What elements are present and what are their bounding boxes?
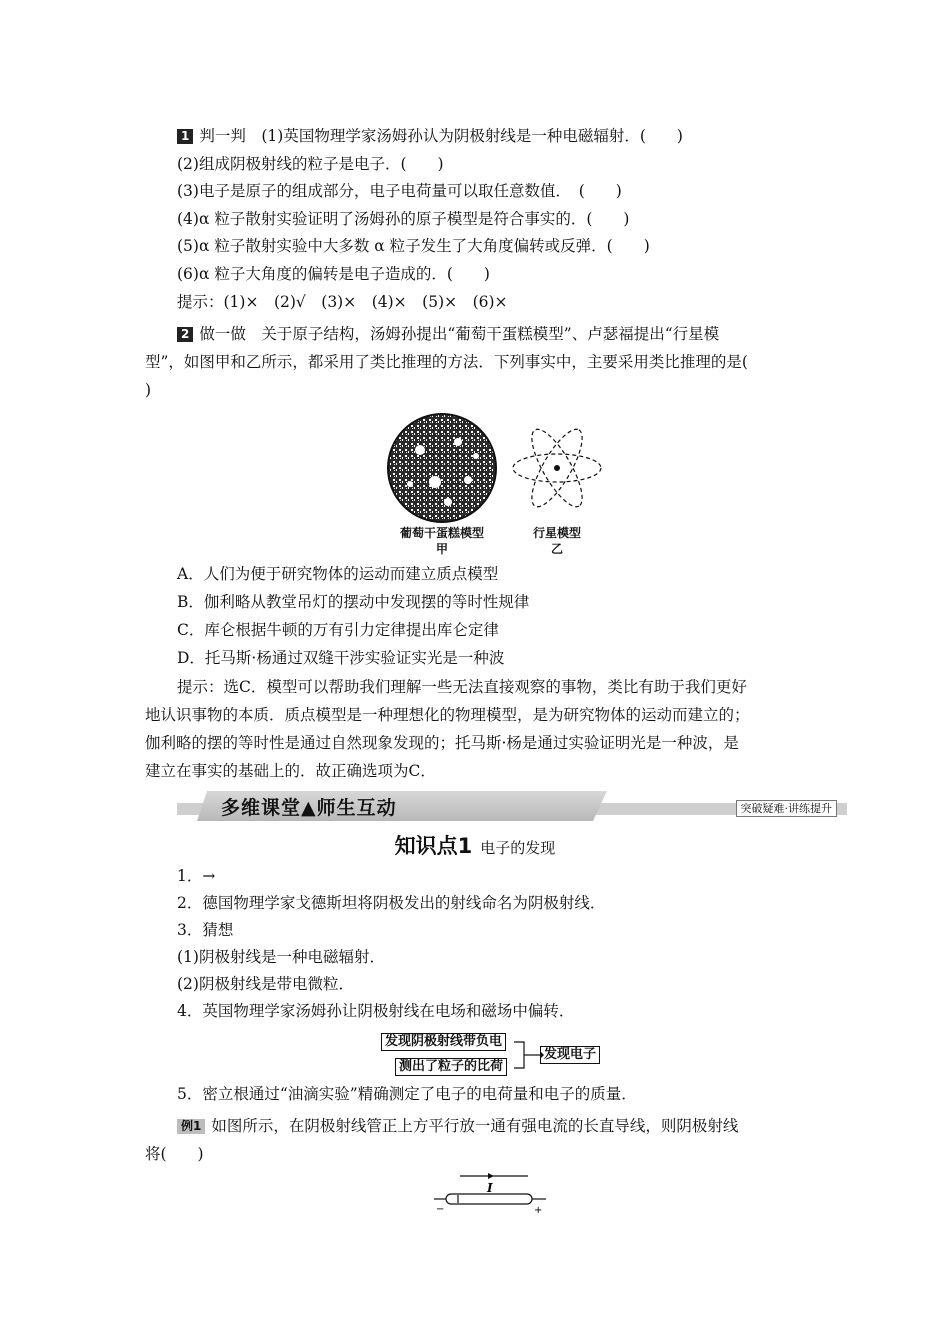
example-badge: 例1 — [177, 1119, 205, 1134]
kp-item-4: 4．英国物理学家汤姆孙让阴极射线在电场和磁场中偏转． — [177, 1002, 575, 1020]
atom-models-figure — [380, 412, 610, 524]
flow-box-electron: 发现电子 — [540, 1046, 600, 1064]
kp-item-2: 2．德国物理学家戈德斯坦将阴极发出的射线命名为阴极射线． — [177, 894, 606, 912]
fig-right-label: 行星模型 — [532, 526, 581, 540]
q2-line-1: 2 做一做 关于原子结构，汤姆孙提出“葡萄干蛋糕模型”、卢瑟福提出“行星模 — [177, 324, 719, 344]
kp-item-3-2: (2)阴极射线是带电微粒． — [177, 975, 354, 993]
q1-line-6: (6)α 粒子大角度的偏转是电子造成的．( ) — [177, 265, 490, 283]
q2-option-a: A．人们为便于研究物体的运动而建立质点模型 — [177, 565, 499, 583]
banner-title: 多维课堂▲师生互动 — [221, 797, 397, 819]
q2-hint-1: 提示：选C．模型可以帮助我们理解一些无法直接观察的事物，类比有助于我们更好 — [177, 678, 747, 696]
flow-box-negative-charge: 发现阴极射线带负电 — [381, 1033, 506, 1051]
q2-hint-4: 建立在事实的基础上的．故正确选项为C． — [145, 762, 436, 780]
section-banner — [177, 791, 847, 821]
q1-badge: 1 — [177, 129, 193, 144]
kp-item-5: 5．密立根通过“油滴实验”精确测定了电子的电荷量和电子的质量． — [177, 1085, 637, 1103]
kp-item-3: 3．猜想 — [177, 921, 234, 939]
tube-body — [446, 1194, 532, 1204]
q2-option-c: C．库仑根据牛顿的万有引力定律提出库仑定律 — [177, 621, 499, 639]
plus-terminal: + — [534, 1205, 543, 1214]
kp-item-1: 1．→ — [177, 867, 216, 885]
q1-line-1: 1 判一判 (1)英国物理学家汤姆孙认为阴极射线是一种电磁辐射．( ) — [177, 126, 683, 146]
q1-line-4: (4)α 粒子散射实验证明了汤姆孙的原子模型是符合事实的．( ) — [177, 210, 630, 228]
cathode-ray-tube-figure — [432, 1168, 552, 1214]
current-arrow-icon — [488, 1173, 494, 1179]
banner-subtitle: 突破疑难·讲练提升 — [736, 800, 838, 817]
nucleus-dot — [554, 465, 560, 471]
q2-option-d: D．托马斯·杨通过双缝干涉实验证实光是一种波 — [177, 649, 505, 667]
q2-hint-3: 伽利略的摆的等时性是通过自然现象发现的；托马斯·杨是通过实验证明光是一种波，是 — [145, 734, 739, 752]
q2-option-b: B．伽利略从教堂吊灯的摆动中发现摆的等时性规律 — [177, 593, 530, 611]
q1-line-2: (2)组成阴极射线的粒子是电子．( ) — [177, 155, 444, 173]
q2-line-2: 型”，如图甲和乙所示，都采用了类比推理的方法．下列事实中，主要采用类比推理的是( — [145, 353, 748, 371]
q1-line-5: (5)α 粒子散射实验中大多数 α 粒子发生了大角度偏转或反弹．( ) — [177, 237, 650, 255]
current-label: I — [487, 1181, 493, 1195]
q1-hint: 提示：(1)× (2)√ (3)× (4)× (5)× (6)× — [177, 293, 508, 311]
fig-left-label: 葡萄干蛋糕模型 — [399, 526, 484, 540]
knowledge-point-heading — [0, 830, 950, 860]
q2-badge: 2 — [177, 327, 193, 342]
q2-hint-2: 地认识事物的本质．质点模型是一种理想化的物理模型，是为研究物体的运动而建立的； — [145, 706, 750, 724]
example-1-line-2: 将( ) — [145, 1145, 204, 1163]
flow-box-charge-ratio: 测出了粒子的比荷 — [395, 1058, 507, 1076]
q1-line-3: (3)电子是原子的组成部分，电子电荷量可以取任意数值． ( ) — [177, 182, 622, 200]
fig-left-sub: 甲 — [435, 542, 448, 556]
q2-line-3: ) — [145, 381, 152, 399]
fig-right-sub: 乙 — [550, 542, 563, 556]
kp-item-3-1: (1)阴极射线是一种电磁辐射． — [177, 948, 385, 966]
plum-pudding-model — [388, 414, 496, 522]
kp-subtitle: 电子的发现 — [480, 839, 556, 857]
minus-terminal: − — [436, 1204, 445, 1214]
kp-title: 知识点1 — [394, 834, 473, 858]
example-1-line-1: 例1 如图所示，在阴极射线管正上方平行放一通有强电流的长直导线，则阴极射线 — [177, 1116, 738, 1136]
